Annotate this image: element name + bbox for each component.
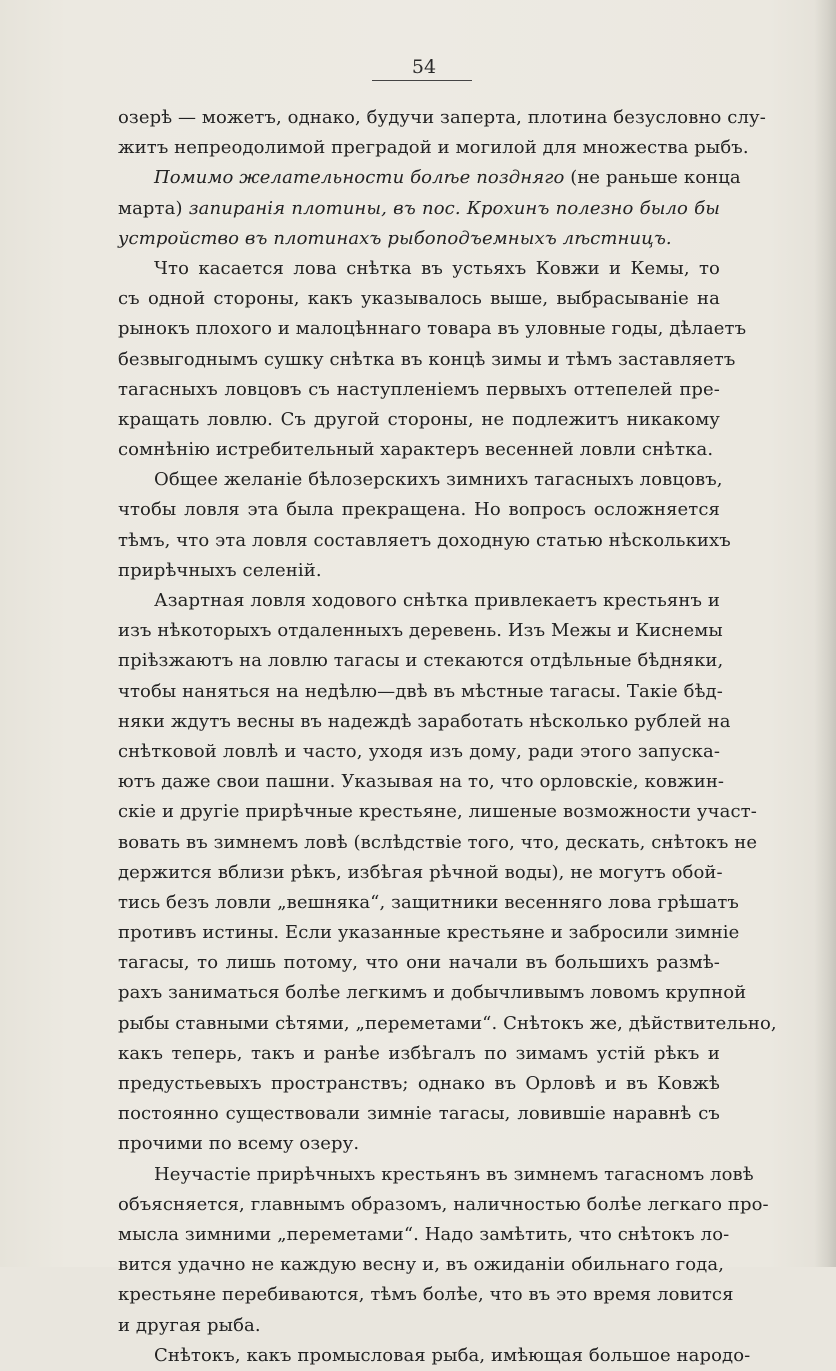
text-line: Снѣтокъ, какъ промысловая рыба, имѣющая большое народо- [154, 1344, 751, 1366]
text-line: держится вблизи рѣкъ, избѣгая рѣчной воды), не могутъ обой- [118, 861, 723, 883]
body-text [118, 103, 777, 1371]
text-line: вовать въ зимнемъ ловѣ (вслѣдствіе того, что, дескать, снѣтокъ не [118, 831, 758, 853]
text-line: Что касается лова снѣтка въ устьяхъ Ковжи и Кемы, то [154, 257, 720, 279]
text-line: Азартная ловля ходового снѣтка привлекаетъ крестьянъ и [154, 590, 720, 611]
text-line: рыбы ставными сѣтями, „переметами“. Снѣтокъ же, дѣйствительно, [118, 1012, 777, 1034]
text-line: няки ждутъ весны въ надеждѣ заработать нѣсколько рублей на [118, 710, 731, 732]
text-line: вится удачно не каждую весну и, въ ожиданіи обильнаго года, [118, 1254, 725, 1276]
text-line: скіе и другіе прирѣчные крестьяне, лишеные возможности участ- [118, 801, 757, 823]
header-rule [372, 80, 472, 81]
text-line: чтобы ловля эта была прекращена. Но вопросъ осложняется [118, 499, 720, 521]
text-line: крестьяне перебиваются, тѣмъ болѣе, что въ это время ловится [118, 1284, 734, 1306]
text-line: Общее желаніе бѣлозерскихъ зимнихъ тагасныхъ ловцовъ, [154, 469, 723, 491]
text-line: сомнѣнію истребительный характеръ весенней ловли снѣтка. [118, 439, 714, 461]
text-line: тагасы, то лишь потому, что они начали въ большихъ размѣ- [118, 952, 720, 974]
text-line: ютъ даже свои пашни. Указывая на то, что орловскіе, ковжин- [118, 771, 725, 793]
text-line: какъ теперь, такъ и ранѣе избѣгалъ по зимамъ устій рѣкъ и [118, 1042, 720, 1064]
text-line: кращать ловлю. Съ другой стороны, не подлежитъ никакому [118, 408, 720, 430]
text-line: марта) запиранія плотины, въ пос. Крохинъ полезно было бы [118, 197, 720, 219]
page-number: 54 [411, 56, 437, 78]
text-line: тись безъ ловли „вешняка“, защитники весенняго лова грѣшатъ [118, 891, 739, 913]
text-line: и другая рыба. [118, 1314, 261, 1336]
text-line: житъ непреодолимой преградой и могилой для множества рыбъ. [118, 137, 749, 159]
text-line: чтобы наняться на недѣлю—двѣ въ мѣстные тагасы. Такіе бѣд- [118, 680, 723, 702]
text-line: снѣтковой ловлѣ и часто, уходя изъ дому, ради этого запуска- [118, 740, 720, 762]
text-line: озерѣ — можетъ, однако, будучи заперта, плотина безусловно слу- [118, 107, 766, 128]
text-line: Неучастіе прирѣчныхъ крестьянъ въ зимнемъ тагасномъ ловѣ [154, 1163, 754, 1185]
text-line: тѣмъ, что эта ловля составляетъ доходную статью нѣсколькихъ [118, 529, 731, 551]
text-line: рахъ заниматься болѣе легкимъ и добычливымъ ловомъ крупной [118, 982, 747, 1004]
text-line: постоянно существовали зимніе тагасы, ловившіе наравнѣ съ [118, 1103, 720, 1125]
text-line: безвыгоднымъ сушку снѣтка въ концѣ зимы и тѣмъ заставляетъ [118, 348, 736, 370]
text-line: съ одной стороны, какъ указывалось выше, выбрасываніе на [118, 288, 720, 310]
text-line: Помимо желательности болѣе поздняго (не раньше конца [154, 167, 741, 189]
text-line: прирѣчныхъ селеній. [118, 559, 322, 581]
text-line: противъ истины. Если указанные крестьяне и забросили зимніе [118, 922, 740, 944]
text-line: объясняется, главнымъ образомъ, наличностью болѣе легкаго про- [118, 1193, 769, 1215]
text-line: тагасныхъ ловцовъ съ наступленіемъ первыхъ оттепелей пре- [118, 378, 720, 400]
text-line: рынокъ плохого и малоцѣннаго товара въ уловные годы, дѣлаетъ [118, 318, 747, 340]
text-line: мысла зимними „переметами“. Надо замѣтить, что снѣтокъ ло- [118, 1223, 730, 1245]
page-edge-shadow [814, 0, 836, 1267]
text-line: изъ нѣкоторыхъ отдаленныхъ деревень. Изъ Межы и Киснемы [118, 620, 723, 642]
text-line: устройство въ плотинахъ рыбоподъемныхъ лѣстницъ. [118, 227, 672, 249]
text-line: предустьевыхъ пространствъ; однако въ Орловѣ и въ Ковжѣ [118, 1073, 720, 1094]
text-line: пріѣзжаютъ на ловлю тагасы и стекаются отдѣльные бѣдняки, [118, 650, 724, 672]
text-line: прочими по всему озеру. [118, 1133, 360, 1155]
